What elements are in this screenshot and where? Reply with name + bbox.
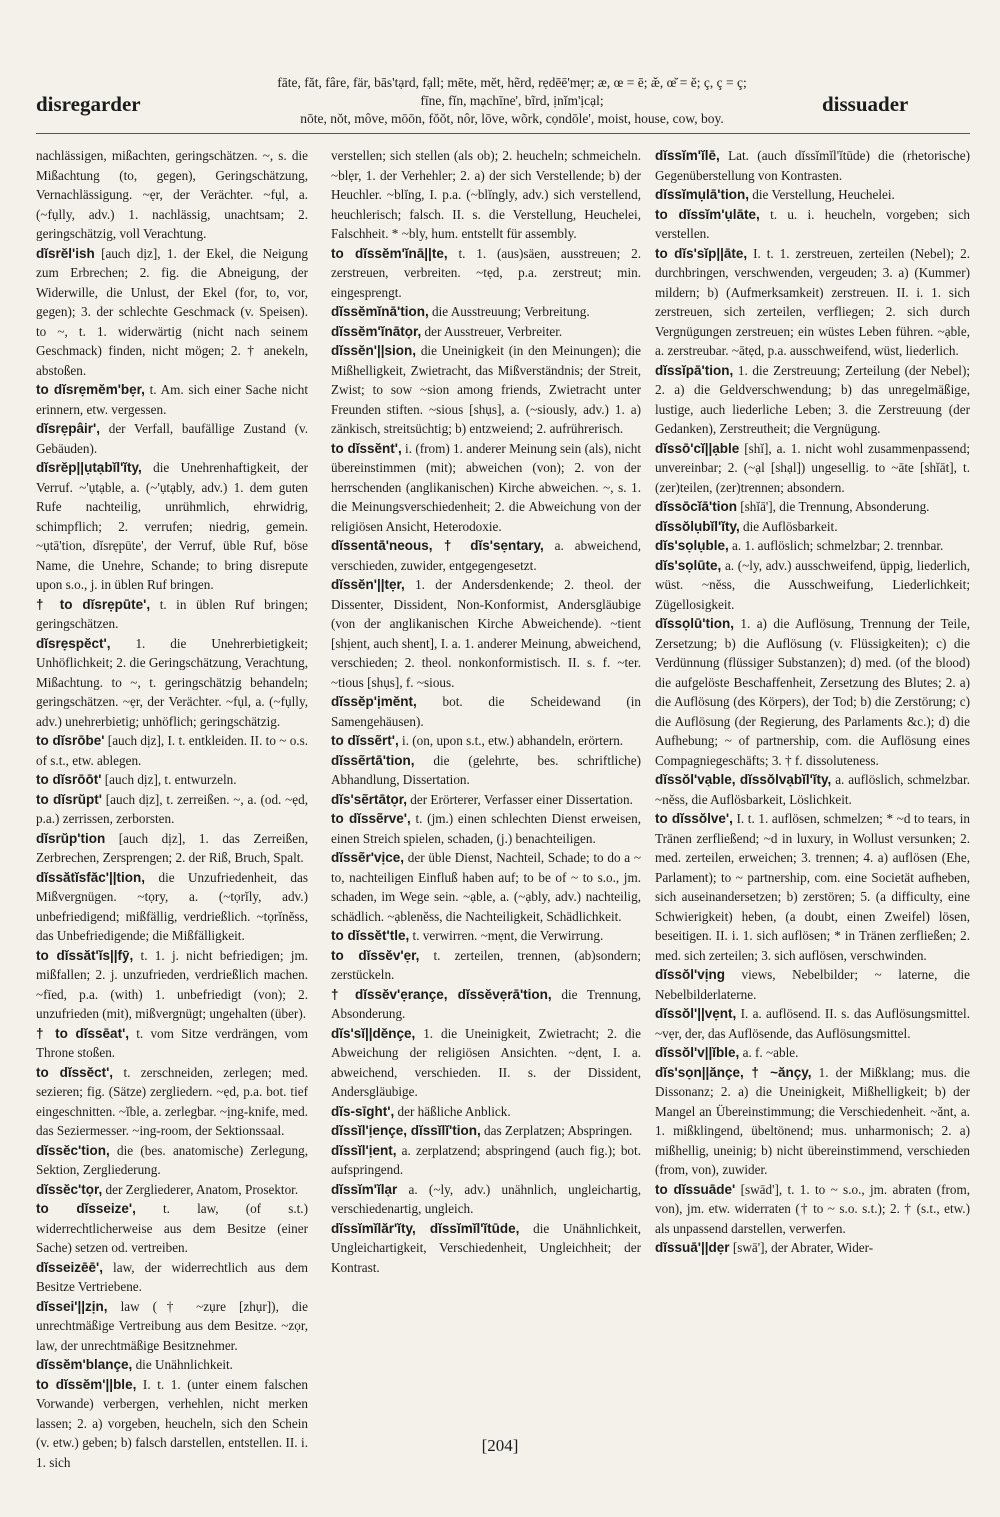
entry-headword: to dĭsrōōt' <box>36 772 102 787</box>
dictionary-entry <box>36 244 308 381</box>
entry-headword: dĭsrẹspĕct', <box>36 635 111 651</box>
entry-headword: dĭs-sīght', <box>331 1103 395 1119</box>
entry-headword: dĭssŏl'vịng <box>655 967 725 982</box>
entry-headword: dĭsrĕl'ish <box>36 245 95 261</box>
entry-headword: to dĭssĕv'ẹr, <box>331 947 420 963</box>
entry-definition: 1. die Unehrerbietigkeit; Unhöflichkeit; 2. die Geringschätzung, Verachtung, Mißachtung. to ~, t. geringschätzig behandeln; geringschätzen. ~ẹr, der Verächter. ~fụl, a. (~fụlly, adv.) unehrerbietig; unhöflich; geringschätzig. <box>36 635 308 729</box>
entry-headword: dĭssĕm'ĭnātọr, <box>331 323 422 339</box>
entry-headword: dĭssĭl'ịençe, dĭssĭlĭ'tion, <box>331 1123 481 1138</box>
entry-headword: to dĭssĕt'tle, <box>331 928 410 943</box>
entry-definition: [auch dịz], I. t. entkleiden. II. to ~ o.s. of s.t., etw. ablegen. <box>36 733 309 768</box>
dictionary-entry <box>36 1258 308 1297</box>
entry-definition: nachlässigen, mißachten, geringschätzen. ~, s. die Mißachtung (to, gegen), Geringschätzung, Vernachlässigung. ~ẹr, der Verächter. ~fụl, a. (~fụlly, adv.) 1. nachlässig, unachtsam; 2. geringschätzig, voll Verachtung. <box>36 148 308 241</box>
guide-word-right: dissuader <box>822 92 909 116</box>
dictionary-entry <box>36 1297 308 1356</box>
dictionary-entry <box>36 868 308 946</box>
entry-headword: dĭssĭl'ịent, <box>331 1142 397 1158</box>
entry-definition: der Zergliederer, Anatom, Prosektor. <box>105 1181 299 1197</box>
dictionary-entry <box>655 185 970 205</box>
entry-definition: I. a. auflösend. II. s. das Auflösungsmittel. ~vẹr, der, das Auflösende, das Auflösungsmittel. <box>655 1006 971 1041</box>
entry-definition: i. (on, upon s.t., etw.) abhandeln, erörtern. <box>402 733 624 748</box>
entry-headword: to dĭssẽrve', <box>331 811 411 826</box>
entry-definition: t. 1. j. nicht befriedigen; jm. mißfallen; 2. j. unzufrieden, verdrießlich machen. ~fīed, p.a. (with) 1. unbefriedigt (von); 2. unzufrieden (mit), mißvergnügt; ungehalten (über). <box>36 947 309 1021</box>
entry-definition: 1. a) die Auflösung, Trennung der Teile, Zersetzung; b) die Auflösung (v. Flüssigkeiten); c) die Verdünnung (flüssiger Substanzen); d) med. (of the blood) die aufgelöste Beschaffenheit, Zersetzung des Blutes; 2. a) die Auflösung (des Körpers), der Tod; b) die Zerstörung; c) die Auflösung (der Regierung, des Parlaments &c.); d) die Aufhebung; ~ of partnership, com. die Auflösung eines Compagniegeschäfts; 3. † f. dissoluteness. <box>655 616 970 768</box>
entry-headword: dĭssĭmĭlăr'ĭty, dĭssĭmĭl'ĭtūde, <box>331 1220 520 1236</box>
dictionary-entry <box>655 439 970 498</box>
column-2 <box>331 146 641 1431</box>
entry-headword: dĭssōcĭā'tion <box>655 499 737 514</box>
dictionary-entry <box>36 829 308 868</box>
dictionary-entry <box>655 965 970 1004</box>
dictionary-entry <box>36 1199 308 1258</box>
entry-headword: to dĭs'sĭp||āte, <box>655 245 748 261</box>
entry-definition: die Unähnlichkeit. <box>135 1357 233 1372</box>
dictionary-entry <box>331 751 641 790</box>
dictionary-entry <box>331 1180 641 1219</box>
entry-headword: dĭssẽr'vịce, <box>331 850 405 865</box>
dictionary-entry <box>36 1141 308 1180</box>
entry-headword: to dĭssĕct', <box>36 1064 114 1080</box>
dictionary-entry <box>655 1180 970 1239</box>
dictionary-entry <box>36 1375 308 1473</box>
entry-headword: dĭssŏl'vạble, dĭssŏlvạbĭl'ĭty, <box>655 772 832 787</box>
dictionary-entry <box>331 946 641 985</box>
entry-definition: a. f. ~able. <box>742 1045 799 1060</box>
entry-headword: to dĭsseize', <box>36 1201 136 1216</box>
entry-definition: der Ausstreuer, Verbreiter. <box>424 323 563 339</box>
entry-definition: der üble Dienst, Nachteil, Schade; to do a ~ to, nachteiligen Einfluß haben auf; to be of ~ to s.o., jm. schaden, im Wege sein. ~ạble, a. (~ạbly, adv.) nachteilig, schädlich. ~ạblenĕss, die Nachteiligkeit, Schädlichkeit. <box>331 850 641 924</box>
entry-headword: dĭsrĕp||ụtạbĭl'ĭty, <box>36 460 142 475</box>
dictionary-entry <box>655 809 970 965</box>
column-1 <box>36 146 309 1470</box>
dictionary-entry <box>36 634 308 732</box>
entry-headword: dĭssĕm'blançe, <box>36 1357 133 1372</box>
dictionary-entry <box>36 419 308 458</box>
dictionary-entry <box>655 205 970 244</box>
entry-definition: t. vom Sitze verdrängen, vom Throne stoßen. <box>36 1025 308 1060</box>
entry-definition: [auch dịz], t. zerreißen. ~, a. (od. ~ẹd, p.a.) zerrissen, zerborsten. <box>36 791 309 826</box>
entry-definition: t. (jm.) einen schlechten Dienst erweisen, einen Streich spielen, schaden, (j.) benachteiligen. <box>331 811 641 846</box>
dictionary-entry <box>331 302 641 322</box>
dictionary-entry <box>655 244 970 361</box>
entry-definition: law († ~zụre [zhụr]), die unrechtmäßige Vertreibung aus dem Besitze. ~zọr, law, der unrechtmäßige Besitznehmer. <box>36 1298 308 1353</box>
entry-headword: dĭs'sĭ||dĕnçe, <box>331 1025 416 1041</box>
entry-headword: dĭssĕmĭnā'tion, <box>331 304 429 319</box>
entry-definition: a. zerplatzend; abspringend (auch fig.); bot. aufspringend. <box>331 1142 641 1177</box>
entry-definition: die Auflösbarkeit. <box>743 518 838 534</box>
entry-definition: 1. der Mißklang; mus. die Dissonanz; 2. a) die Uneinigkeit, Mißhelligkeit; b) der Mangel an Übereinstimmung; die Verschiedenheit. ~ănt, a. 1. mißklingend, übeltönend; mus. unharmonisch; 2. a) mißhellig, uneinig; b) nicht übereinstimmend, verschieden (from, von), zuwider. <box>655 1064 970 1177</box>
entry-headword: † to dĭssēat', <box>36 1025 130 1041</box>
entry-headword: dĭssŏlụbĭl'ĭty, <box>655 518 740 534</box>
dictionary-entry <box>655 1063 970 1180</box>
entry-definition: das Zerplatzen; Abspringen. <box>484 1123 633 1138</box>
dictionary-entry <box>655 1004 970 1043</box>
entry-definition: die Unzufriedenheit, das Mißvergnügen. ~tọry, a. (~tọrĭly, adv.) unbefriedigend; mißfällig, verdrießlich. ~tọrĭnĕss, das Unbefriedigende; die Mißfälligkeit. <box>36 869 309 943</box>
entry-definition: Lat. (auch dĭssĭmĭl'ĭtūde) die (rhetorische) Gegenüberstellung von Kontrasten. <box>655 148 970 183</box>
entry-headword: dĭssọlū'tion, <box>655 616 734 631</box>
entry-definition: [shĭā'], die Trennung, Absonderung. <box>740 499 930 514</box>
entry-definition: t. verwirren. ~mẹnt, die Verwirrung. <box>412 928 604 943</box>
entry-headword: dĭssĭm'ĭlạr <box>331 1181 398 1197</box>
dictionary-entry <box>331 439 641 537</box>
entry-definition: i. (from) 1. anderer Meinung sein (als), nicht übereinstimmen (mit); abweichen (von); 2. von der herrschenden (anglikanischen) Kirche abweichen. ~, s. 1. die Meinungsverschiedenheit; 2. die Abweichung von der religiösen Ansicht, Heterodoxie. <box>331 440 641 534</box>
entry-definition: die Trennung, Absonderung. <box>331 986 642 1021</box>
dictionary-entry <box>36 1024 308 1063</box>
entry-definition: 1. die Zerstreuung; Zerteilung (der Nebel); 2. a) die Geldverschwendung; b) das unregelmäßige, lustige, auch liederliche Leben; 3. die Zerstreuung (der Gedanken), Zerstreutheit; die Vergnügung. <box>655 362 970 436</box>
dictionary-entry <box>331 985 641 1024</box>
dictionary-entry <box>36 770 308 790</box>
entry-definition: I. t. 1. zerstreuen, zerteilen (Nebel); 2. durchbringen, verschwenden, vergeuden; 3. a) (Kummer) mildern; b) (Aufmerksamkeit) zerstreuen. II. i. 1. sich zerstreuen, sich zerteilen, verfliegen; 2. sich durch Vergnügungen zerstreuen; ein wüstes Leben führen. ~ạble, a. zerstreubar. ~ātẹd, p.a. ausschweifend, wüst, liederlich. <box>655 245 971 358</box>
dictionary-entry <box>36 731 308 770</box>
entry-headword: dĭs'sọlụble, <box>655 538 729 553</box>
entry-headword: dĭsrŭp'tion <box>36 830 106 846</box>
dictionary-entry <box>331 575 641 692</box>
entry-headword: dĭssĕp'ịmĕnt, <box>331 694 417 709</box>
dictionary-entry <box>331 146 641 244</box>
entry-definition: t. Am. sich einer Sache nicht erinnern, etw. vergessen. <box>36 382 308 417</box>
entry-definition: a. auflöslich, schmelzbar. ~nĕss, die Auflösbarkeit, Löslichkeit. <box>655 772 970 807</box>
entry-definition: t. u. i. heucheln, vorgeben; sich verstellen. <box>655 206 971 241</box>
entry-definition: [swād'], t. 1. to ~ s.o., jm. abraten (from, von), jm. etw. widerraten († to ~ s.o. s.t.); 2. † (s.t., etw.) als unpassend darstellen, verwerfen. <box>655 1181 971 1236</box>
entry-headword: dĭssătĭsfăc'||tion, <box>36 869 146 885</box>
dictionary-entry <box>331 1121 641 1141</box>
dictionary-entry <box>331 848 641 926</box>
entry-definition: a. (~ly, adv.) ausschweifend, üppig, liederlich, wüst. ~nĕss, die Ausschweifung, Liederlichkeit; Zügellosigkeit. <box>655 557 971 612</box>
entry-headword: dĭssĭm'ĭlē, <box>655 148 720 163</box>
dictionary-entry <box>36 1355 308 1375</box>
dictionary-entry <box>655 770 970 809</box>
guide-word-left: disregarder <box>36 92 141 116</box>
entry-definition: der Erörterer, Verfasser einer Dissertation. <box>410 791 633 807</box>
entry-headword: dĭs'sọn||ănçe, † ~ănçy, <box>655 1064 812 1080</box>
entry-headword: † to dĭsrẹpūte', <box>36 596 151 612</box>
entry-definition: die Verstellung, Heuchelei. <box>752 187 895 202</box>
entry-headword: to dĭssĕm'ĭnā||te, <box>331 245 448 261</box>
entry-headword: dĭssŏl'||vẹnt, <box>655 1006 737 1021</box>
entry-headword: dĭssĕn'||tẹr, <box>331 577 405 592</box>
entry-headword: dĭsrẹpâir', <box>36 421 100 436</box>
dictionary-entry <box>36 146 308 244</box>
dictionary-entry <box>655 361 970 439</box>
dictionary-entry <box>331 926 641 946</box>
entry-definition: law, der widerrechtlich aus dem Besitze Vertriebene. <box>36 1259 308 1294</box>
entry-headword: dĭs'sọlūte, <box>655 557 722 573</box>
entry-headword: dĭssentā'neous, † dĭs'sẹntary, <box>331 538 544 553</box>
dictionary-entry <box>331 692 641 731</box>
pronunciation-key-line: fāte, făt, fâre, fär, bās'tạrd, fạll; mēte, mĕt, hẽrd, rẹdēē'mẹr; æ, œ = ē; æ̆, œ̆ = ĕ; ç, ç = ç; <box>277 75 747 90</box>
entry-definition: t. in üblen Ruf bringen; geringschätzen. <box>36 596 309 631</box>
entry-definition: t. zerteilen, trennen, (ab)sondern; zerstückeln. <box>331 947 642 982</box>
entry-definition: verstellen; sich stellen (als ob); 2. heucheln; schmeicheln. ~blẹr, 1. der Verhehler; 2. a) der sich Verstellende; b) der Heuchler. ~blĭng, I. p.a. (~blĭngly, adv.) sich verstellend, heuchlerisch; falsch. II. s. die Verstellung, Heuchelei, Falschheit. * ~bly, hum. entstellt für assembly. <box>331 148 641 241</box>
entry-headword: to dĭsrŭpt' <box>36 791 102 807</box>
entry-definition: 1. der Andersdenkende; 2. theol. der Dissenter, Dissident, Non-Konformist, Andersgläubige (von der anglikanischen Kirche Abweichende). ~tient [shịent, auch shent], I. a. 1. anderer Meinung, abweichend, verschieden; 2. theol. nonkonformistisch. II. s. f. ~ter. ~tious [shụs], f. ~sious. <box>331 577 642 690</box>
dictionary-entry <box>331 244 641 303</box>
dictionary-entry <box>655 556 970 615</box>
entry-definition: views, Nebelbilder; ~ laterne, die Nebelbilderlaterne. <box>655 967 971 1002</box>
entry-definition: [swā'], der Abrater, Wider- <box>732 1240 874 1255</box>
entry-headword: dĭssĭpā'tion, <box>655 362 734 378</box>
dictionary-entry <box>331 341 641 439</box>
dictionary-entry <box>36 946 308 1024</box>
entry-definition: [auch dịz], t. entwurzeln. <box>104 772 237 787</box>
dictionary-entry <box>655 536 970 556</box>
entry-headword: dĭssō'cĭ||ạble <box>655 440 740 456</box>
entry-definition: I. t. 1. (unter einem falschen Vorwande) verbergen, verhehlen, nicht merken lassen; 2. a) vorgeben, heucheln, sich den Schein (v. etw.) geben; b) falsch darstellen, entstellen. II. i. 1. sich <box>36 1376 309 1470</box>
entry-headword: to dĭssĕnt', <box>331 440 402 456</box>
entry-definition: die Ausstreuung; Verbreitung. <box>432 304 590 319</box>
entry-definition: I. t. 1. auflösen, schmelzen; * ~d to tears, in Tränen zerfließend; ~d in luxury, in Wollust versunken; 2. med. zerteilen, erweichen; 3. trennen; 4. a) auflösen (Ehe, Parlament); to ~ partnership, com. eine Societät aufheben, sich auseinandersetzen; b) zerstören; 5. (a difficulty, eine Schwierigkeit) heben, (a doubt, einen Zweifel) lösen, beseitigen. II. i. 1. sich auflösen; * in Tränen zerfließen; 2. med. sich zerteilen; 3. sich auflösen, verschwinden. <box>655 811 971 963</box>
entry-definition: die (gelehrte, bes. schriftliche) Abhandlung, Dissertation. <box>331 752 641 787</box>
entry-definition: t. law, (of s.t.) widerrechtlicherweise aus dem Besitze (einer Sache) setzen od. vertreiben. <box>36 1201 308 1255</box>
entry-definition: 1. die Uneinigkeit, Zwietracht; 2. die Abweichung der religiösen Ansichten. ~dẹnt, I. a. abweichend, verschieden. II. s. der Dissident, Andersgläubige. <box>331 1025 642 1099</box>
entry-headword: dĭssĕc'tọr, <box>36 1181 103 1197</box>
dictionary-entry <box>655 146 970 185</box>
entry-definition: die Unehrenhaftigkeit, der Verruf. ~'ụtạble, a. (~'ụtạbly, adv.) 1. dem guten Rufe nachteilig, unrühmlich, ehrwidrig, schimpflich; 2. verrufen; niedrig, gemein. ~ụtā'tion, dĭsrẹpūte', der Verruf, üble Ruf, böse Name, die Unehre, Schande; to bring disrepute upon s.o., j. in üblen Ruf bringen. <box>36 460 308 592</box>
entry-headword: dĭs'sẽrtātọr, <box>331 791 407 807</box>
dictionary-entry <box>331 790 641 810</box>
entry-headword: to dĭssuāde' <box>655 1181 736 1197</box>
dictionary-entry <box>655 497 970 517</box>
dictionary-entry <box>36 380 308 419</box>
dictionary-entry <box>655 517 970 537</box>
dictionary-entry <box>36 1180 308 1200</box>
dictionary-entry <box>36 595 308 634</box>
dictionary-entry <box>655 614 970 770</box>
entry-definition: [shĭ], a. 1. nicht wohl zusammenpassend; unvereinbar; 2. (~ạl [shạl]) ungesellig. to ~āte [shĭāt], t. (zer)teilen, (zer)trennen; absondern. <box>655 440 970 495</box>
dictionary-entry <box>36 790 308 829</box>
entry-definition: [auch dịz], 1. der Ekel, die Neigung zum Erbrechen; 2. fig. die Abneigung, der Widerwille, die Unlust, der Ekel (for, to, vor, gegen); 3. der schlechte Geschmack (v. Speisen). to ~, t. 1. widerwärtig (nicht nach seinem Geschmack) finden, nicht mögen; 2. † anekeln, abstoßen. <box>36 245 309 378</box>
dictionary-entry <box>331 536 641 575</box>
column-3 <box>655 146 970 1431</box>
dictionary-entry <box>36 1063 308 1141</box>
dictionary-entry <box>331 1141 641 1180</box>
entry-headword: dĭssĭmụlā'tion, <box>655 187 749 202</box>
entry-definition: die Uneinigkeit (in den Meinungen); die Mißhelligkeit, Zwietracht, das Mißverständnis; der Streit, Zwist; to sow ~sion among friends, Zwietracht unter Freunden stiften. ~sious [shụs], a. (~siously, adv.) 1. a) zänkisch, streitsüchtig; b) entzweiend; 2. aufrührerisch. <box>331 343 642 436</box>
entry-definition: [auch dịz], 1. das Zerreißen, Zerbrechen, Zersprengen; 2. der Riß, Bruch, Spalt. <box>36 830 309 865</box>
pronunciation-key-line: nōte, nŏt, môve, mōōn, fŏŏt, nôr, lōve, wõrk, cọndōle', moist, house, cow, boy. <box>300 111 724 126</box>
entry-headword: to dĭssĭm'ụlāte, <box>655 206 760 222</box>
dictionary-entry <box>331 1102 641 1122</box>
entry-headword: dĭssuā'||dẹr <box>655 1240 730 1255</box>
entry-headword: to dĭssŏlve', <box>655 811 733 826</box>
dictionary-entry <box>331 322 641 342</box>
entry-definition: bot. die Scheidewand (in Samengehäusen). <box>331 694 642 729</box>
dictionary-entry <box>331 1219 641 1278</box>
entry-headword: † dĭssĕv'ẹrançe, dĭssĕvẹrā'tion, <box>331 986 552 1002</box>
entry-headword: to dĭssăt'ĭs||fȳ, <box>36 947 134 963</box>
header-rule <box>36 133 970 134</box>
pronunciation-key <box>204 74 820 128</box>
entry-headword: to dĭssĕm'||ble, <box>36 1376 137 1392</box>
entry-headword: to dĭsrōbe' <box>36 733 105 748</box>
entry-headword: dĭssĕn'||sion, <box>331 343 417 358</box>
pronunciation-key-line: fīne, fĭn, mạchīne', bĩrd, ịnĭm'ịcạl; <box>420 93 604 108</box>
entry-definition: der Verfall, baufällige Zustand (v. Gebäuden). <box>36 421 308 456</box>
entry-definition: a. 1. auflöslich; schmelzbar; 2. trennbar. <box>732 538 944 553</box>
dictionary-entry <box>36 458 308 595</box>
entry-definition: a. (~ly, adv.) unähnlich, ungleichartig, verschiedenartig, ungleich. <box>331 1181 641 1216</box>
entry-headword: to dĭsrẹmĕm'bẹr, <box>36 382 145 397</box>
entry-definition: t. 1. (aus)säen, ausstreuen; 2. zerstreuen, verbreiten. ~tẹd, p.a. zerstreut; min. eingesprengt. <box>331 245 641 300</box>
entry-headword: dĭsseizēē', <box>36 1259 103 1275</box>
entry-definition: die (bes. anatomische) Zerlegung, Sektion, Zergliederung. <box>36 1142 309 1177</box>
dictionary-entry <box>331 1024 641 1102</box>
page-number: [204] <box>481 1436 519 1455</box>
entry-headword: dĭssei'||zịn, <box>36 1298 108 1314</box>
dictionary-entry <box>331 731 641 751</box>
entry-definition: der häßliche Anblick. <box>397 1103 511 1119</box>
dictionary-entry <box>655 1238 970 1258</box>
entry-headword: to dĭssẽrt', <box>331 733 399 748</box>
entry-headword: dĭssẽrtā'tion, <box>331 752 415 768</box>
dictionary-entry <box>655 1043 970 1063</box>
entry-headword: dĭssŏl'v||ĭble, <box>655 1045 740 1060</box>
dictionary-entry <box>331 809 641 848</box>
entry-definition: t. zerschneiden, zerlegen; med. sezieren; fig. (Sätze) zergliedern. ~ẹd, p.a. bot. tief eingeschnitten. ~ĭble, a. zerlegbar. ~ịng-knife, med. das Seziermesser. ~ing-room, der Sektionssaal. <box>36 1064 308 1138</box>
entry-headword: dĭssĕc'tion, <box>36 1142 110 1158</box>
entry-definition: a. abweichend, verschieden, zuwider, entgegengesetzt. <box>331 538 641 573</box>
entry-definition: die Unähnlichkeit, Ungleichartigkeit, Verschiedenheit, Ungleichheit; der Kontrast. <box>331 1220 641 1275</box>
